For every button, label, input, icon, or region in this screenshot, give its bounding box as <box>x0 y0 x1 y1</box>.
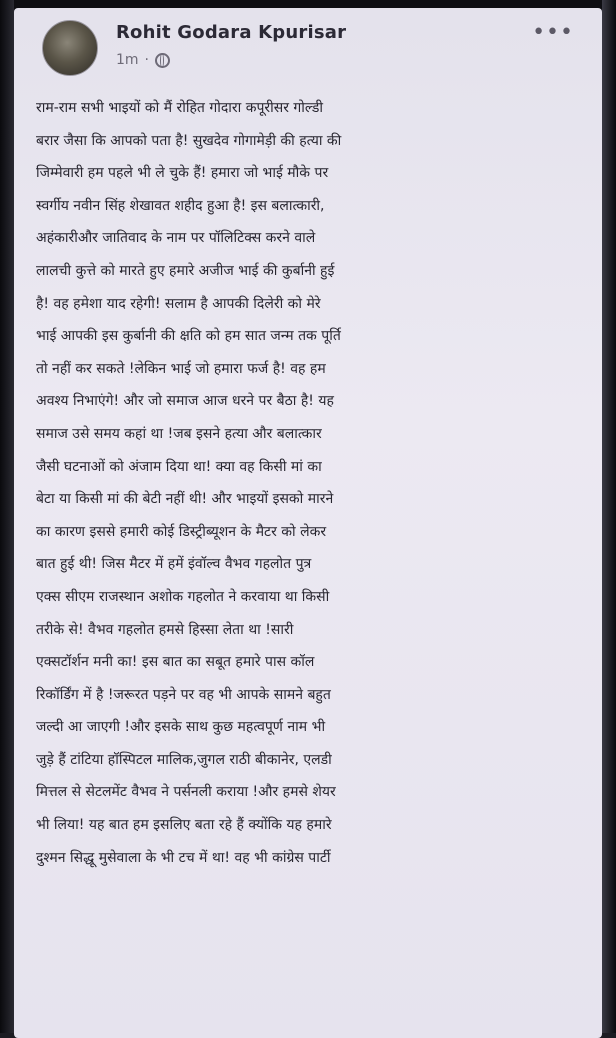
post-text-line: रिकॉर्डिंग में है !जरूरत पड़ने पर वह भी आपके सामने बहुत <box>36 686 331 703</box>
post-text-line: दुश्मन सिद्धू मुसेवाला के भी टच में था! वह भी कांग्रेस पार्टी <box>36 849 331 866</box>
post-body-text <box>36 92 596 874</box>
post-text-line: एक्स सीएम राजस्थान अशोक गहलोत ने करवाया था किसी <box>36 588 330 605</box>
post-text-line: जल्दी आ जाएगी !और इसके साथ कुछ महत्वपूर्ण नाम भी <box>36 719 326 736</box>
post-text-line: जैसी घटनाओं को अंजाम दिया था! क्या वह किसी मां का <box>36 458 322 475</box>
post-text-line: अहंकारीऔर जातिवाद के नाम पर पॉलिटिक्स करने वाले <box>36 230 316 247</box>
post-timestamp[interactable]: 1m <box>116 52 139 68</box>
post-text-line: जिम्मेवारी हम पहले भी ले चुके हैं! हमारा जो भाई मौके पर <box>36 165 329 182</box>
post-author-name[interactable]: Rohit Godara Kpurisar <box>116 22 347 43</box>
avatar[interactable] <box>42 20 98 76</box>
post-text-line: भी लिया! यह बात हम इसलिए बता रहे हैं क्योंकि यह हमारे <box>36 817 332 834</box>
post-text-line: एक्सटॉर्शन मनी का! इस बात का सबूत हमारे पास कॉल <box>36 654 315 671</box>
post-text-line: बरार जैसा कि आपको पता है! सुखदेव गोगामेड़ी की हत्या की <box>36 132 342 149</box>
post-text-line: स्वर्गीय नवीन सिंह शेखावत शहीद हुआ है! इस बलात्कारी, <box>36 197 325 214</box>
post-meta <box>116 52 170 68</box>
facebook-post <box>14 8 602 1038</box>
post-text-line: तो नहीं कर सकते !लेकिन भाई जो हमारा फर्ज है! वह हम <box>36 360 326 377</box>
screen-bezel-left <box>0 0 14 1033</box>
screen-bezel-right <box>602 0 616 1033</box>
separator-dot: · <box>144 52 149 68</box>
post-text-line: तरीके से! वैभव गहलोत हमसे हिस्सा लेता था !सारी <box>36 621 294 638</box>
more-options-icon[interactable]: ••• <box>532 20 574 45</box>
post-text-line: है! वह हमेशा याद रहेगी! सलाम है आपकी दिलेरी को मेरे <box>36 295 321 312</box>
post-text-line: बेटा या किसी मां की बेटी नहीं थी! और भाइयों इसको मारने <box>36 491 334 508</box>
post-text-line: का कारण इससे हमारी कोई डिस्ट्रीब्यूशन के मैटर को लेकर <box>36 523 327 540</box>
post-text-line: अवश्य निभाएंगे! और जो समाज आज धरने पर बैठा है! यह <box>36 393 334 410</box>
post-text-line: लालची कुत्ते को मारते हुए हमारे अजीज भाई की कुर्बानी हुई <box>36 262 335 279</box>
post-text-line: समाज उसे समय कहां था !जब इसने हत्या और बलात्कार <box>36 425 322 442</box>
post-text-line: राम-राम सभी भाइयों को मैं रोहित गोदारा कपूरीसर गोल्डी <box>36 100 324 116</box>
globe-icon <box>155 53 170 68</box>
post-text-line: मित्तल से सेटलमेंट वैभव ने पर्सनली कराया !और हमसे शेयर <box>36 784 336 801</box>
post-text-line: भाई आपकी इस कुर्बानी की क्षति को हम सात जन्म तक पूर्ति <box>36 328 341 345</box>
post-text-line: बात हुई थी! जिस मैटर में हमें इंवॉल्व वैभव गहलोत पुत्र <box>36 556 312 573</box>
post-text-line: जुड़े हैं टांटिया हॉस्पिटल मालिक,जुगल राठी बीकानेर, एलडी <box>36 751 332 768</box>
